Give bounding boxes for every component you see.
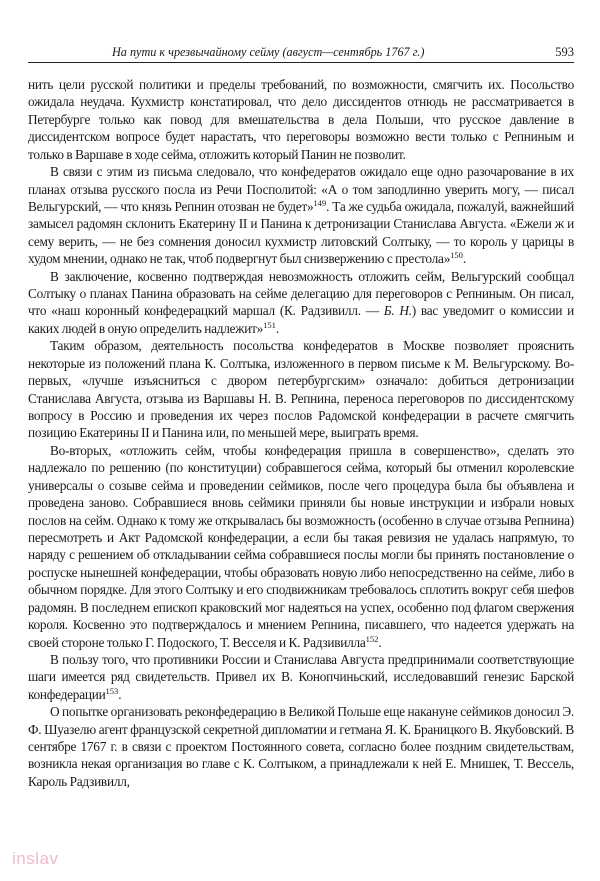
text-run: . xyxy=(378,634,382,650)
text-run: . xyxy=(118,686,122,702)
header-rule xyxy=(28,62,574,63)
body-text xyxy=(28,76,574,790)
footnote-ref: 152 xyxy=(365,633,379,644)
paragraph xyxy=(28,703,574,790)
page-number: 593 xyxy=(555,45,574,59)
footnote-ref: 151 xyxy=(263,319,276,330)
watermark-logo: inslav xyxy=(12,849,59,868)
text-run: нить цели русской политики и пределы требований, по возможности, смягчить их. Посольство ожидала неудача. Кухмистр констатировал, что дело диссидентов отнюдь не рассматривается в Петербурге только как повод для вмешательства в дела Польши, что русское давление в диссидентском вопросе будет нарастать, что переговоры возможно вести только с Репниным и только в Варшаве в ходе сейма, отложить который Панин не позволит. xyxy=(28,77,574,162)
text-run: . xyxy=(462,251,466,267)
text-run: . Та же судьба ожидала, пожалуй, важнейший замысел радомян склонить Екатерину II и Панина к детронизации Станислава Августа. «Ежели ж и сему верить, — не без сомнения доносил кухмистр литовский Солтыку, — то король у царицы в худом мнении, однако не так, чтоб подвергнут был снизвержению с престола» xyxy=(28,198,574,267)
paragraph xyxy=(28,337,574,442)
footnote-ref: 150 xyxy=(450,250,463,261)
paragraph xyxy=(28,76,574,163)
text-run: ) вас уведомит о комиссии и каких людей в оную определить надлежит» xyxy=(28,303,575,336)
text-run: Таким образом, деятельность посольства конфедератов в Москве позволяет прояснить некоторые из положений плана К. Солтыка, изложенного в первом письме к М. Вельгурскому. Во-первых, «лучше изъясниться с двором петербургским» означало: добиться детронизации Станислава Августа, отзыва из Варшавы Н. В. Репнина, переноса переговоров по диссидентскому вопросу в Россию и проведения их через послов Радомской конфедерации в расчете смягчить позицию Екатерины II и Панина или, по меньшей мере, выиграть время. xyxy=(28,338,574,441)
paragraph xyxy=(28,268,574,338)
paragraph xyxy=(28,442,574,651)
running-title: На пути к чрезвычайному сейму (август—сентябрь 1767 г.) xyxy=(112,45,425,59)
text-run: В связи с этим из письма следовало, что конфедератов ожидало еще одно разочарование в их планах отзыва русского посла из Речи Посполитой: «А о том заподлинно уверить могу, — писал Вельгурский, — что князь Репнин отозван не будет» xyxy=(28,164,574,214)
paragraph xyxy=(28,163,574,268)
footnote-ref: 149 xyxy=(313,197,327,208)
text-run: О попытке организовать реконфедерацию в Великой Польше еще накануне сеймиков доносил Э. Ф. Шуазелю агент французской секретной дипломатии и гетмана Я. К. Браницкого В. Якубовский. В сентябре 1767 г. в связи с проектом Постоянного совета, согласно более поздним свидетельствам, возникла некая организация во главе с К. Солтыком, а принадлежали к ней Е. Мнишек, Т. Вессель, Кароль Радзивилл, xyxy=(28,704,574,789)
text-run: В пользу того, что противники России и Станислава Августа предпринимали соответствующие шаги имеется ряд свидетельств. Привел их В. Конопчиньский, исследовавший генезис Барской конфедерации xyxy=(28,651,574,702)
footnote-ref: 153 xyxy=(105,685,119,696)
paragraph xyxy=(28,651,574,703)
text-run: . xyxy=(275,320,279,336)
running-head xyxy=(28,42,574,62)
text-run: Во-вторых, «отложить сейм, чтобы конфедерация пришла в совершенство», сделать это надлежало по решению (по конституции) собравшегося сейма, который бы отменил королевские универсалы о созыве сейма и проведении сеймиков, после чего процедура была бы объявлена и проведена заново. Собравшиеся вновь сеймики приняли бы новые инструкции и избрали новых послов на сейм. Однако к тому же открывалась бы возможность (особенно в случае отзыва Репнина) пересмотреть и Акт Радомской конфедерации, а если бы такая ревизия не удалась напрямую, то наряду с решением об откладывании сейма собравшиеся послы могли бы принять постановление о роспуске нынешней конфедерации, чтобы образовать новую либо непосредственно на сейме, либо в обычном порядке. Для этого Солтыку и его сподвижникам требовалось сплотить вокруг себя шефов радомян. В последнем епископ краковский мог надеяться на успех, особенно под флагом свержения короля. Косвенно это подтверждалось и мнением Репнина, писавшего, что надеется удержать на своей стороне только Г. Подоского, Т. Весселя и К. Радзивилла xyxy=(28,442,574,650)
text-run: В заключение, косвенно подтверждая невозможность отложить сейм, Вельгурский сообщал Солтыку о планах Панина образовать на сейме делегацию для переговоров с Репниным. Он писал, что «наш коронный конфедерацкий маршал (К. Радзивилл. — xyxy=(28,268,574,319)
italic-initials: Б. Н. xyxy=(383,303,412,319)
